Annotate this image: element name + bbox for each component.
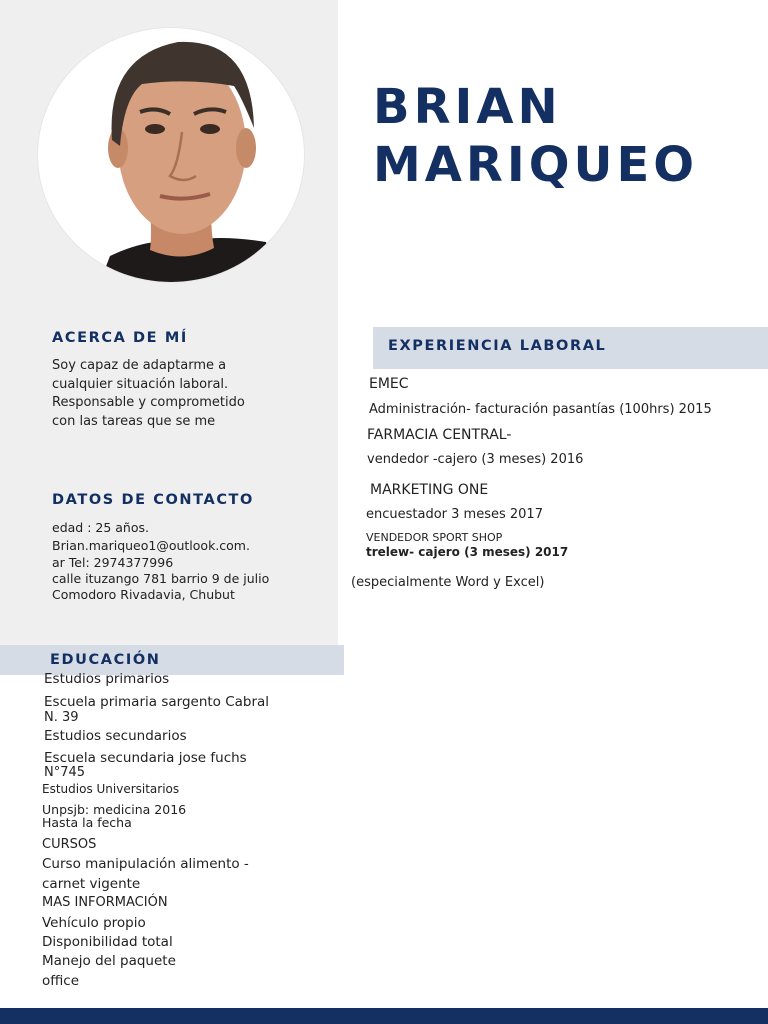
experience-company: VENDEDOR SPORT SHOP bbox=[366, 531, 503, 544]
more-info-item: Disponibilidad total bbox=[42, 934, 173, 950]
education-school: Escuela primaria sargento Cabral bbox=[44, 694, 270, 710]
experience-company: EMEC bbox=[369, 376, 409, 392]
avatar-icon bbox=[38, 28, 304, 282]
experience-role: Administración- facturación pasantías (100hrs) 2015 bbox=[369, 402, 712, 417]
contact-email: Brian.mariqueo1@outlook.com. bbox=[52, 537, 250, 553]
contact-phone: ar Tel: 2974377996 bbox=[52, 555, 174, 570]
course-item: carnet vigente bbox=[42, 876, 141, 892]
profile-photo bbox=[38, 28, 304, 282]
experience-title: EXPERIENCIA LABORAL bbox=[388, 338, 607, 354]
education-heading: Estudios secundarios bbox=[44, 728, 187, 744]
education-school: N°745 bbox=[44, 765, 86, 780]
experience-company: FARMACIA CENTRAL- bbox=[367, 427, 512, 443]
contact-address: calle ituzango 781 barrio 9 de julio bbox=[52, 570, 270, 586]
education-school: Hasta la fecha bbox=[42, 815, 132, 830]
contact-details bbox=[52, 519, 312, 610]
contact-title: DATOS DE CONTACTO bbox=[52, 492, 254, 508]
more-info-item: office bbox=[42, 973, 80, 989]
education-heading: Estudios Universitarios bbox=[42, 782, 180, 796]
contact-city: Comodoro Rivadavia, Chubut bbox=[52, 586, 235, 602]
candidate-name bbox=[373, 78, 698, 194]
more-info-item: Manejo del paquete bbox=[42, 953, 176, 969]
name-last: MARIQUEO bbox=[373, 137, 699, 193]
education-school: N. 39 bbox=[44, 710, 79, 725]
education-title: EDUCACIÓN bbox=[50, 652, 161, 668]
education-school: Unpsjb: medicina 2016 bbox=[42, 802, 187, 817]
contact-age: edad : 25 años. bbox=[52, 520, 149, 535]
about-text: Soy capaz de adaptarme a cualquier situación laboral. Responsable y comprometido con las tareas que se me bbox=[52, 358, 245, 429]
education-school: Escuela secundaria jose fuchs bbox=[44, 750, 247, 766]
experience-role: encuestador 3 meses 2017 bbox=[366, 507, 543, 522]
about-title: ACERCA DE MÍ bbox=[52, 330, 188, 346]
courses-heading: CURSOS bbox=[42, 837, 97, 852]
experience-role: trelew- cajero (3 meses) 2017 bbox=[366, 545, 569, 559]
name-first: BRIAN bbox=[373, 79, 562, 135]
footer-bar bbox=[0, 1008, 768, 1024]
more-info-heading: MAS INFORMACIÓN bbox=[42, 895, 168, 910]
experience-note: (especialmente Word y Excel) bbox=[351, 575, 545, 590]
experience-company: MARKETING ONE bbox=[370, 482, 489, 498]
more-info-item: Vehículo propio bbox=[42, 915, 146, 931]
course-item: Curso manipulación alimento - bbox=[42, 856, 249, 872]
experience-role: vendedor -cajero (3 meses) 2016 bbox=[367, 452, 584, 467]
education-heading: Estudios primarios bbox=[44, 671, 170, 687]
